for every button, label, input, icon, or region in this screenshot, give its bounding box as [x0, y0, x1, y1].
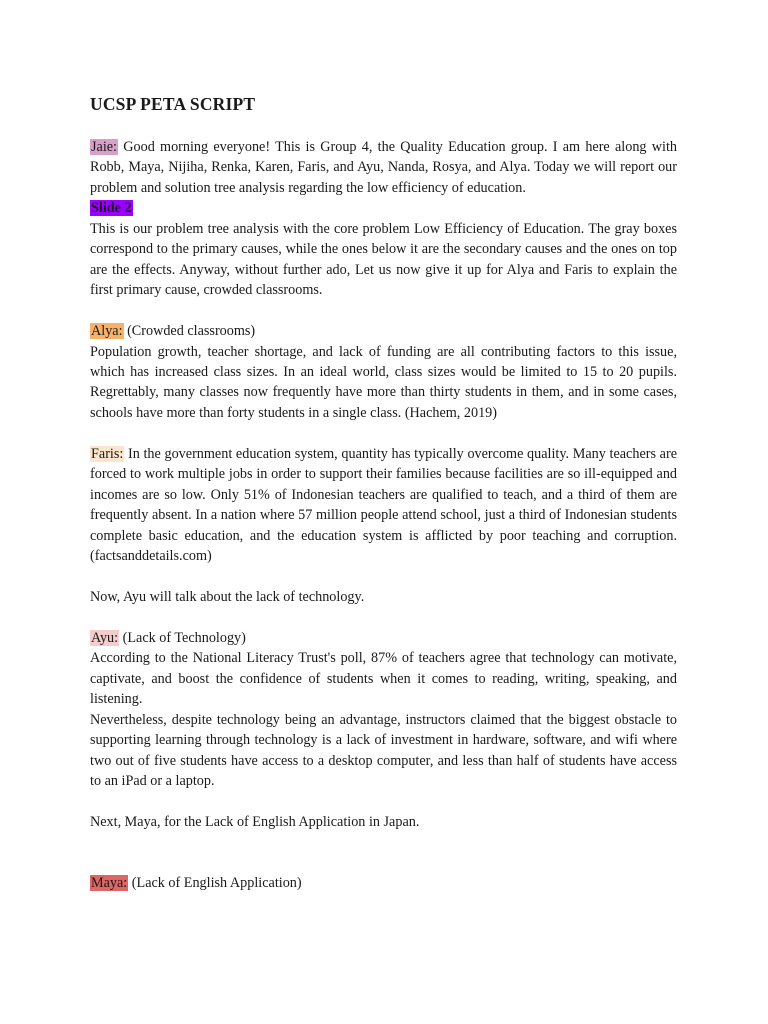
slide-2-marker — [90, 198, 677, 218]
maya-transition: Next, Maya, for the Lack of English Application in Japan. — [90, 813, 420, 830]
speaker-alya: Alya: — [91, 323, 123, 340]
jaie-text: Good morning everyone! This is Group 4, the Quality Education group. I am here along with Robb, Maya, Nijiha, Renka, Karen, Faris, and Ayu, Nanda, Rosya, and Alya. Today we will report our problem and solution tree analysis regarding the low efficiency of education. — [90, 139, 677, 196]
document-title: UCSP PETA SCRIPT — [90, 94, 256, 114]
speaker-jaie: Jaie: — [91, 139, 117, 155]
ayu-transition: Now, Ayu will talk about the lack of technology. — [90, 588, 365, 605]
ayu-paragraph-1: According to the National Literacy Trust's poll, 87% of teachers agree that technology can motivate, captivate, and boost the confidence of students when it comes to reading, writing, speaking, and listening. — [90, 650, 677, 708]
alya-heading — [90, 321, 677, 341]
jaie-paragraph — [90, 137, 677, 198]
faris-text: In the government education system, quantity has typically overcome quality. Many teachers are forced to work multiple jobs in order to support their families because facilities are so ill-equipped and incomes are so low. Only 51% of Indonesian teachers are qualified to teach, and a third of them are frequently absent. In a nation where 57 million people attend school, just a third of Indonesian students complete basic education, and the education system is afflicted by poor teaching and corruption. (factsanddetails.com) — [90, 445, 677, 565]
slide-2-paragraph: This is our problem tree analysis with the core problem Low Efficiency of Education. The gray boxes correspond to the primary causes, while the ones below it are the secondary causes and the ones on top are the effects. Anyway, without further ado, Let us now give it up for Alya and Faris to explain the first primary cause, crowded classrooms. — [90, 220, 677, 299]
slide-2-label: Slide 2 — [91, 200, 132, 217]
maya-heading — [90, 873, 677, 893]
speaker-faris: Faris: — [91, 445, 124, 462]
ayu-paragraph-2: Nevertheless, despite technology being an advantage, instructors claimed that the biggest obstacle to supporting learning through technology is a lack of investment in hardware, software, and wifi where two out of five students have access to a desktop computer, and less than half of students have access to an iPad or a laptop. — [90, 711, 677, 789]
alya-paragraph: Population growth, teacher shortage, and lack of funding are all contributing factors to this issue, which has increased class sizes. In an ideal world, class sizes would be limited to 15 to 20 pupils. Regrettably, many classes now frequently have more than thirty students in them, and in some cases, schools have more than forty students in a single class. (Hachem, 2019) — [90, 343, 677, 421]
speaker-ayu: Ayu: — [91, 629, 119, 646]
speaker-maya: Maya: — [91, 875, 128, 892]
ayu-topic: (Lack of Technology) — [119, 629, 246, 646]
ayu-heading — [90, 628, 677, 648]
faris-paragraph — [90, 444, 677, 567]
script-body — [90, 137, 677, 894]
alya-topic: (Crowded classrooms) — [123, 323, 256, 340]
maya-topic: (Lack of English Application) — [128, 875, 302, 892]
